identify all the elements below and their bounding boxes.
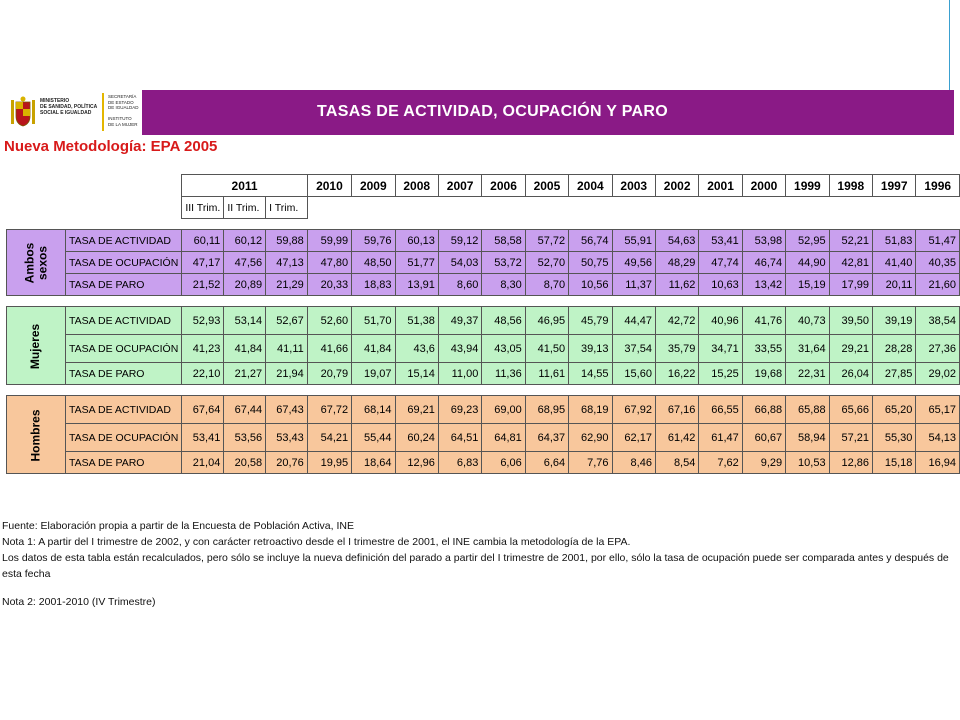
window-edge-line <box>949 0 950 90</box>
year-header: 2010 <box>307 175 351 197</box>
value-cell: 35,79 <box>655 335 698 363</box>
group-label-text: Ambos <box>22 242 37 283</box>
value-cell: 8,30 <box>482 274 525 296</box>
year-header-2011: 2011 <box>182 175 307 197</box>
value-cell: 65,88 <box>786 396 829 424</box>
value-cell: 15,14 <box>395 363 438 385</box>
page-title: TASAS DE ACTIVIDAD, OCUPACIÓN Y PARO <box>317 103 668 120</box>
value-cell: 18,64 <box>352 452 395 474</box>
value-cell: 57,72 <box>525 230 568 252</box>
year-header: 2005 <box>525 175 568 197</box>
value-cell: 41,11 <box>266 335 308 363</box>
value-cell: 39,50 <box>829 307 872 335</box>
value-cell: 43,94 <box>438 335 481 363</box>
year-header: 2004 <box>569 175 612 197</box>
group-spacer <box>7 385 960 396</box>
note-1: Nota 1: A partir del I trimestre de 2002, y con carácter retroactivo desde el I trimestre de 2001, el INE cambia la metodología de la EPA. <box>2 536 631 548</box>
value-cell: 10,53 <box>786 452 829 474</box>
value-cell: 59,12 <box>438 230 481 252</box>
row-label: TASA DE ACTIVIDAD <box>66 307 182 335</box>
value-cell: 61,42 <box>655 424 698 452</box>
value-cell: 64,37 <box>525 424 568 452</box>
value-cell: 49,56 <box>612 252 655 274</box>
value-cell: 53,98 <box>742 230 785 252</box>
value-cell: 28,28 <box>872 335 915 363</box>
note-2: Nota 2: 2001-2010 (IV Trimestre) <box>2 596 156 608</box>
group-label-ambos-sexos <box>7 230 66 296</box>
value-cell: 40,35 <box>916 252 960 274</box>
value-cell: 64,81 <box>482 424 525 452</box>
value-cell: 67,16 <box>655 396 698 424</box>
spacer-cell <box>7 219 960 230</box>
value-cell: 65,66 <box>829 396 872 424</box>
year-header: 2000 <box>742 175 785 197</box>
table-row <box>7 252 960 274</box>
year-header: 2008 <box>395 175 438 197</box>
year-header: 1998 <box>829 175 872 197</box>
value-cell: 21,04 <box>182 452 224 474</box>
value-cell: 7,62 <box>699 452 742 474</box>
value-cell: 21,94 <box>266 363 308 385</box>
value-cell: 33,55 <box>742 335 785 363</box>
value-cell: 15,19 <box>786 274 829 296</box>
value-cell: 44,47 <box>612 307 655 335</box>
value-cell: 11,62 <box>655 274 698 296</box>
value-cell: 8,70 <box>525 274 568 296</box>
value-cell: 6,06 <box>482 452 525 474</box>
value-cell: 27,36 <box>916 335 960 363</box>
value-cell: 20,11 <box>872 274 915 296</box>
value-cell: 67,92 <box>612 396 655 424</box>
value-cell: 68,19 <box>569 396 612 424</box>
value-cell: 46,95 <box>525 307 568 335</box>
value-cell: 66,55 <box>699 396 742 424</box>
coat-of-arms-icon <box>8 96 38 130</box>
empty-header <box>699 197 742 219</box>
table-row <box>7 274 960 296</box>
row-label: TASA DE PARO <box>66 452 182 474</box>
value-cell: 52,95 <box>786 230 829 252</box>
value-cell: 17,99 <box>829 274 872 296</box>
value-cell: 56,74 <box>569 230 612 252</box>
spacer-cell <box>7 296 960 307</box>
row-label: TASA DE ACTIVIDAD <box>66 396 182 424</box>
table-row <box>7 396 960 424</box>
value-cell: 55,91 <box>612 230 655 252</box>
empty-header <box>916 197 960 219</box>
value-cell: 69,00 <box>482 396 525 424</box>
empty-corner <box>66 175 182 197</box>
value-cell: 64,51 <box>438 424 481 452</box>
value-cell: 52,93 <box>182 307 224 335</box>
value-cell: 60,13 <box>395 230 438 252</box>
value-cell: 37,54 <box>612 335 655 363</box>
value-cell: 6,83 <box>438 452 481 474</box>
value-cell: 38,54 <box>916 307 960 335</box>
group-spacer <box>7 219 960 230</box>
value-cell: 57,21 <box>829 424 872 452</box>
value-cell: 53,72 <box>482 252 525 274</box>
value-cell: 26,04 <box>829 363 872 385</box>
value-cell: 34,71 <box>699 335 742 363</box>
year-header: 2006 <box>482 175 525 197</box>
group-label-mujeres <box>7 307 66 385</box>
row-label: TASA DE OCUPACIÓN <box>66 424 182 452</box>
value-cell: 62,90 <box>569 424 612 452</box>
empty-header <box>742 197 785 219</box>
year-header-row <box>7 175 960 197</box>
row-label: TASA DE OCUPACIÓN <box>66 335 182 363</box>
value-cell: 60,67 <box>742 424 785 452</box>
empty-header <box>786 197 829 219</box>
value-cell: 11,00 <box>438 363 481 385</box>
row-label: TASA DE PARO <box>66 274 182 296</box>
value-cell: 41,23 <box>182 335 224 363</box>
empty-corner <box>7 175 66 197</box>
empty-header <box>352 197 395 219</box>
value-cell: 8,54 <box>655 452 698 474</box>
empty-corner <box>7 197 66 219</box>
value-cell: 69,21 <box>395 396 438 424</box>
value-cell: 46,74 <box>742 252 785 274</box>
value-cell: 20,33 <box>307 274 351 296</box>
value-cell: 51,47 <box>916 230 960 252</box>
empty-corner <box>66 197 182 219</box>
value-cell: 58,58 <box>482 230 525 252</box>
value-cell: 67,44 <box>224 396 266 424</box>
empty-header <box>438 197 481 219</box>
empty-header <box>307 197 351 219</box>
value-cell: 59,88 <box>266 230 308 252</box>
quarter-header-row <box>7 197 960 219</box>
value-cell: 47,80 <box>307 252 351 274</box>
value-cell: 20,89 <box>224 274 266 296</box>
spacer-cell <box>7 385 960 396</box>
value-cell: 47,13 <box>266 252 308 274</box>
table-row <box>7 424 960 452</box>
value-cell: 54,21 <box>307 424 351 452</box>
table-row <box>7 307 960 335</box>
value-cell: 66,88 <box>742 396 785 424</box>
value-cell: 53,41 <box>182 424 224 452</box>
year-header: 1999 <box>786 175 829 197</box>
year-header: 1997 <box>872 175 915 197</box>
value-cell: 65,20 <box>872 396 915 424</box>
methodology-subtitle: Nueva Metodología: EPA 2005 <box>4 138 218 155</box>
value-cell: 21,52 <box>182 274 224 296</box>
value-cell: 47,56 <box>224 252 266 274</box>
value-cell: 18,83 <box>352 274 395 296</box>
group-spacer <box>7 296 960 307</box>
value-cell: 9,29 <box>742 452 785 474</box>
value-cell: 60,12 <box>224 230 266 252</box>
quarter-header: II Trim. <box>224 197 266 219</box>
value-cell: 62,17 <box>612 424 655 452</box>
value-cell: 42,72 <box>655 307 698 335</box>
quarter-header: I Trim. <box>266 197 308 219</box>
group-label-hombres <box>7 396 66 474</box>
value-cell: 69,23 <box>438 396 481 424</box>
value-cell: 51,83 <box>872 230 915 252</box>
year-header: 1996 <box>916 175 960 197</box>
value-cell: 22,10 <box>182 363 224 385</box>
value-cell: 15,60 <box>612 363 655 385</box>
value-cell: 65,17 <box>916 396 960 424</box>
value-cell: 11,61 <box>525 363 568 385</box>
value-cell: 53,43 <box>266 424 308 452</box>
value-cell: 10,63 <box>699 274 742 296</box>
year-header: 2003 <box>612 175 655 197</box>
notes-section <box>2 518 952 610</box>
value-cell: 50,75 <box>569 252 612 274</box>
value-cell: 55,30 <box>872 424 915 452</box>
value-cell: 52,67 <box>266 307 308 335</box>
value-cell: 41,50 <box>525 335 568 363</box>
value-cell: 21,27 <box>224 363 266 385</box>
value-cell: 31,64 <box>786 335 829 363</box>
value-cell: 53,56 <box>224 424 266 452</box>
empty-header <box>482 197 525 219</box>
value-cell: 21,60 <box>916 274 960 296</box>
value-cell: 19,68 <box>742 363 785 385</box>
value-cell: 53,14 <box>224 307 266 335</box>
value-cell: 41,76 <box>742 307 785 335</box>
value-cell: 19,07 <box>352 363 395 385</box>
value-cell: 12,96 <box>395 452 438 474</box>
value-cell: 67,64 <box>182 396 224 424</box>
value-cell: 43,05 <box>482 335 525 363</box>
value-cell: 20,58 <box>224 452 266 474</box>
table-row <box>7 335 960 363</box>
value-cell: 52,70 <box>525 252 568 274</box>
value-cell: 51,38 <box>395 307 438 335</box>
value-cell: 10,56 <box>569 274 612 296</box>
value-cell: 54,13 <box>916 424 960 452</box>
value-cell: 48,29 <box>655 252 698 274</box>
ministry-name: MINISTERIO DE SANIDAD, POLÍTICA SOCIAL E IGUALDAD <box>40 98 98 116</box>
value-cell: 41,66 <box>307 335 351 363</box>
value-cell: 6,64 <box>525 452 568 474</box>
value-cell: 43,6 <box>395 335 438 363</box>
year-header: 2001 <box>699 175 742 197</box>
value-cell: 68,95 <box>525 396 568 424</box>
value-cell: 40,73 <box>786 307 829 335</box>
note-1-detail: Los datos de esta tabla están recalculados, pero sólo se incluye la nueva definición del parado a partir del I trimestre de 2001, por ello, sólo la tasa de ocupación puede ser comparada antes y después de esta fecha <box>2 552 949 580</box>
institute-name: SECRETARÍA DE ESTADO DE IGUALDAD INSTITUTO DE LA MUJER <box>108 94 139 127</box>
value-cell: 13,91 <box>395 274 438 296</box>
row-label: TASA DE OCUPACIÓN <box>66 252 182 274</box>
empty-header <box>872 197 915 219</box>
value-cell: 11,37 <box>612 274 655 296</box>
empty-header <box>569 197 612 219</box>
value-cell: 49,37 <box>438 307 481 335</box>
empty-header <box>395 197 438 219</box>
value-cell: 21,29 <box>266 274 308 296</box>
table-row <box>7 230 960 252</box>
value-cell: 51,77 <box>395 252 438 274</box>
value-cell: 40,96 <box>699 307 742 335</box>
value-cell: 52,60 <box>307 307 351 335</box>
value-cell: 47,74 <box>699 252 742 274</box>
value-cell: 68,14 <box>352 396 395 424</box>
year-header: 2007 <box>438 175 481 197</box>
value-cell: 59,76 <box>352 230 395 252</box>
row-label: TASA DE ACTIVIDAD <box>66 230 182 252</box>
row-label: TASA DE PARO <box>66 363 182 385</box>
value-cell: 20,79 <box>307 363 351 385</box>
quarter-header: III Trim. <box>182 197 224 219</box>
value-cell: 16,94 <box>916 452 960 474</box>
group-label-text: Mujeres <box>28 323 43 369</box>
value-cell: 39,19 <box>872 307 915 335</box>
value-cell: 12,86 <box>829 452 872 474</box>
value-cell: 27,85 <box>872 363 915 385</box>
value-cell: 47,17 <box>182 252 224 274</box>
value-cell: 67,72 <box>307 396 351 424</box>
value-cell: 54,63 <box>655 230 698 252</box>
value-cell: 41,84 <box>224 335 266 363</box>
value-cell: 44,90 <box>786 252 829 274</box>
value-cell: 48,50 <box>352 252 395 274</box>
value-cell: 16,22 <box>655 363 698 385</box>
value-cell: 54,03 <box>438 252 481 274</box>
value-cell: 8,60 <box>438 274 481 296</box>
source-note: Fuente: Elaboración propia a partir de la Encuesta de Población Activa, INE <box>2 520 354 532</box>
year-header: 2009 <box>352 175 395 197</box>
value-cell: 52,21 <box>829 230 872 252</box>
value-cell: 11,36 <box>482 363 525 385</box>
value-cell: 8,46 <box>612 452 655 474</box>
value-cell: 41,84 <box>352 335 395 363</box>
value-cell: 15,18 <box>872 452 915 474</box>
empty-header <box>612 197 655 219</box>
value-cell: 39,13 <box>569 335 612 363</box>
table-row <box>7 363 960 385</box>
value-cell: 67,43 <box>266 396 308 424</box>
value-cell: 15,25 <box>699 363 742 385</box>
value-cell: 41,40 <box>872 252 915 274</box>
table-row <box>7 452 960 474</box>
ministry-logo <box>4 90 140 135</box>
group-label-text: Hombres <box>28 408 43 462</box>
report-header <box>4 90 952 135</box>
value-cell: 48,56 <box>482 307 525 335</box>
value-cell: 29,21 <box>829 335 872 363</box>
value-cell: 60,11 <box>182 230 224 252</box>
value-cell: 51,70 <box>352 307 395 335</box>
value-cell: 22,31 <box>786 363 829 385</box>
year-header: 2002 <box>655 175 698 197</box>
value-cell: 60,24 <box>395 424 438 452</box>
value-cell: 14,55 <box>569 363 612 385</box>
rates-table <box>6 174 960 474</box>
value-cell: 42,81 <box>829 252 872 274</box>
group-label-text: sexos <box>35 245 50 280</box>
title-banner <box>142 90 954 135</box>
value-cell: 55,44 <box>352 424 395 452</box>
value-cell: 19,95 <box>307 452 351 474</box>
value-cell: 45,79 <box>569 307 612 335</box>
value-cell: 58,94 <box>786 424 829 452</box>
value-cell: 29,02 <box>916 363 960 385</box>
value-cell: 53,41 <box>699 230 742 252</box>
logo-divider <box>102 93 104 131</box>
value-cell: 59,99 <box>307 230 351 252</box>
empty-header <box>655 197 698 219</box>
value-cell: 13,42 <box>742 274 785 296</box>
value-cell: 7,76 <box>569 452 612 474</box>
empty-header <box>525 197 568 219</box>
value-cell: 20,76 <box>266 452 308 474</box>
value-cell: 61,47 <box>699 424 742 452</box>
empty-header <box>829 197 872 219</box>
